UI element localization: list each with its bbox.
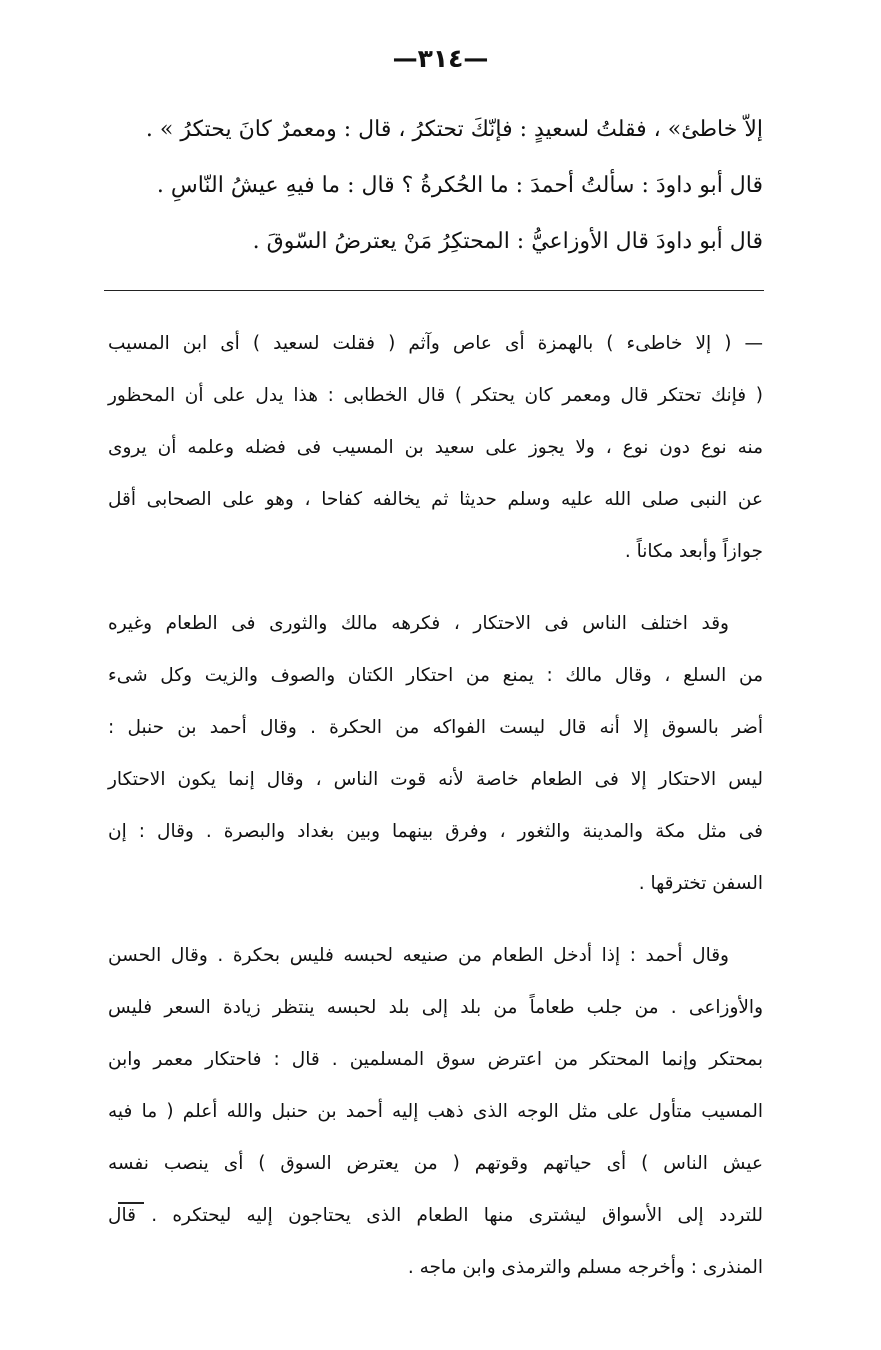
commentary-line: عن النبى صلى الله عليه وسلم حديثا ثم يخالفه كفاحا ، وهو على الصحابى أقل (108, 489, 763, 510)
commentary-line: ليس الاحتكار إلا فى الطعام خاصة لأنه قوت الناس ، وقال إنما يكون الاحتكار (108, 769, 763, 790)
hadith-line: إلاّ خاطئ» ، فقلتُ لسعيدٍ : فإنّكَ تحتكرُ ، قال : ومعمرٌ كانَ يحتكرُ » . (145, 117, 763, 142)
commentary-paragraph (108, 598, 763, 910)
hadith-line: قال أبو داودَ : سألتُ أحمدَ : ما الحُكرةُ ؟ قال : ما فيهِ عيشُ النّاسِ . (156, 173, 763, 198)
paragraph-gap (108, 578, 763, 598)
end-of-section-dash (118, 1202, 144, 1204)
commentary-line: فى مثل مكة والمدينة والثغور ، وفرق بينهما وبين بغداد والبصرة . وقال : إن (108, 821, 763, 842)
paragraph-gap (108, 910, 763, 930)
commentary-line: للتردد إلى الأسواق ليشترى منها الطعام الذى يحتاجون إليه ليحتكره . قال (108, 1205, 763, 1226)
commentary-line: السفن تخترقها . (638, 873, 763, 894)
hadith-line: قال أبو داودَ قال الأوزاعيُّ : المحتكِرُ مَنْ يعترضُ السّوقَ . (252, 229, 763, 254)
commentary-line: المسيب متأول على مثل الوجه الذى ذهب إليه أحمد بن حنبل والله أعلم ( ما فيه (108, 1101, 763, 1122)
commentary-line: — ( إلا خاطىء ) بالهمزة أى عاص وآثم ( فقلت لسعيد ) أى ابن المسيب (108, 333, 763, 354)
commentary-paragraph (108, 930, 763, 1294)
commentary-line: وقال أحمد : إذا أدخل الطعام من صنيعه لحبسه فليس بحكرة . وقال الحسن (108, 945, 729, 966)
commentary-line: من السلع ، وقال مالك : يمنع من احتكار الكتان والصوف والزيت وكل شىء (108, 665, 763, 686)
commentary-paragraph (108, 318, 763, 578)
page-number: —٣١٤— (392, 44, 489, 73)
commentary-line: وقد اختلف الناس فى الاحتكار ، فكرهه مالك والثورى فى الطعام وغيره (108, 613, 729, 634)
commentary-line: جوازاً وأبعد مكاناً . (624, 541, 763, 562)
commentary-line: المنذرى : وأخرجه مسلم والترمذى وابن ماجه . (407, 1257, 763, 1278)
hadith-text (108, 102, 763, 270)
commentary-line: منه نوع دون نوع ، ولا يجوز على سعيد بن المسيب فى فضله وعلمه أن يروى (108, 437, 763, 458)
commentary-line: أضر بالسوق إلا أنه قال ليست الفواكه من الحكرة . وقال أحمد بن حنبل : (108, 717, 763, 738)
commentary-line: عيش الناس ) أى حياتهم وقوتهم ( من يعترض السوق ) أى ينصب نفسه (108, 1153, 763, 1174)
commentary-line: ( فإنك تحتكر قال ومعمر كان يحتكر ) قال الخطابى : هذا يدل على أن المحظور (108, 385, 763, 406)
commentary-line: والأوزاعى . من جلب طعاماً من بلد إلى بلد لحبسه ينتظر زيادة السعر فليس (108, 997, 763, 1018)
commentary (108, 318, 763, 1294)
commentary-line: بمحتكر وإنما المحتكر من اعترض سوق المسلمين . قال : فاحتكار معمر وابن (108, 1049, 763, 1070)
footnote-divider (104, 290, 764, 291)
